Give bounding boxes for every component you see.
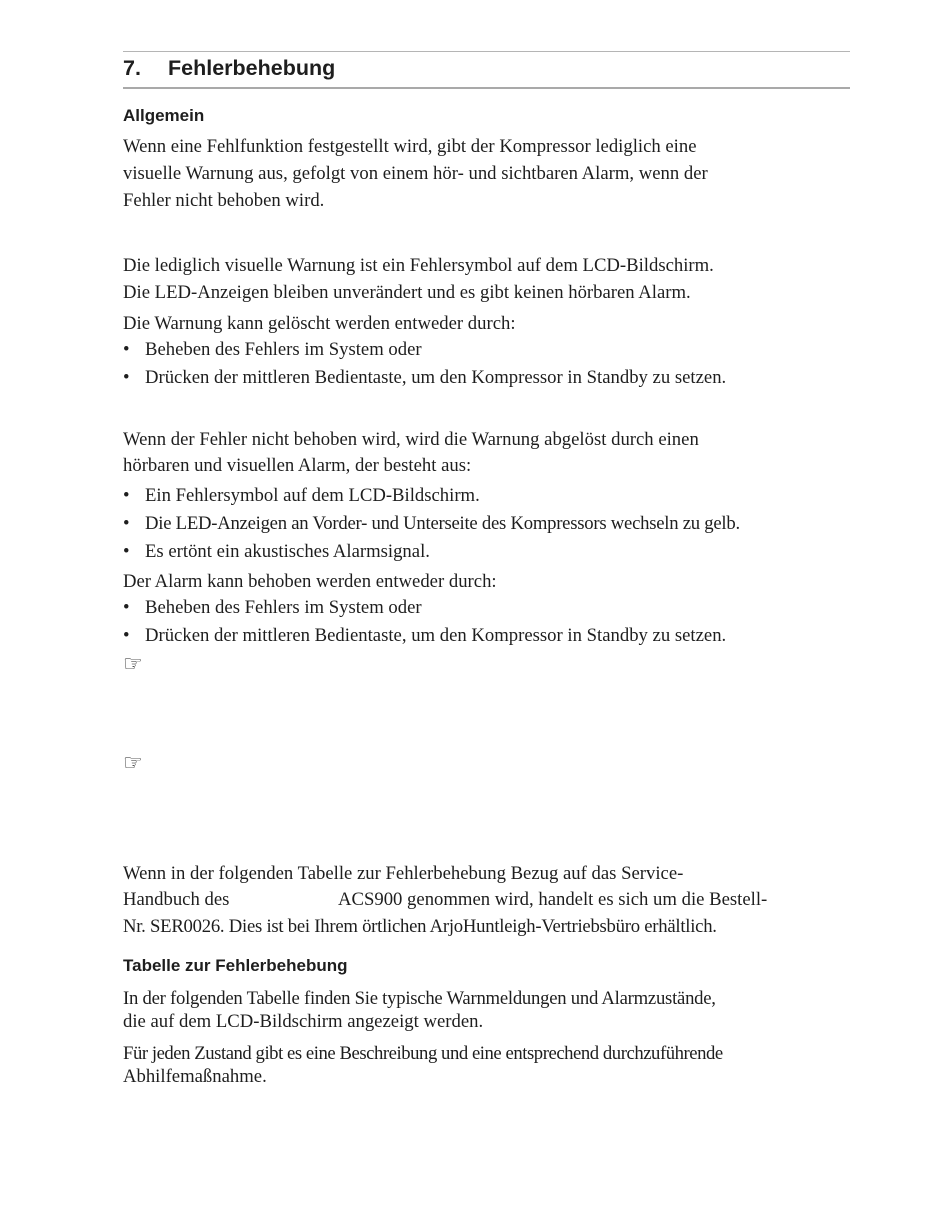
paragraph-line: Die lediglich visuelle Warnung ist ein Fehlersymbol auf dem LCD-Bildschirm.: [123, 255, 714, 276]
list-item-text: Es ertönt ein akustisches Alarmsignal.: [145, 541, 430, 562]
list-item: [123, 599, 422, 618]
list-item-text: Die LED-Anzeigen an Vorder- und Unterseite des Kompressors wechseln zu gelb.: [145, 513, 740, 534]
bullet-marker: •: [123, 541, 130, 562]
list-item: [123, 543, 430, 562]
list-item: [123, 369, 726, 388]
list-item: [123, 487, 480, 506]
header-rule-top: [123, 51, 850, 52]
paragraph-line: Fehler nicht behoben wird.: [123, 190, 325, 211]
bullet-marker: •: [123, 513, 130, 534]
list-item: [123, 341, 422, 360]
paragraph-line: ACS900 genommen wird, handelt es sich um die Bestell-: [338, 889, 768, 910]
bullet-marker: •: [123, 485, 130, 506]
bullet-marker: •: [123, 625, 130, 646]
list-item: [123, 627, 726, 646]
list-item-text: Ein Fehlersymbol auf dem LCD-Bildschirm.: [145, 485, 480, 506]
bullet-marker: •: [123, 367, 130, 388]
paragraph-line: die auf dem LCD-Bildschirm angezeigt werden.: [123, 1011, 484, 1032]
header-rule-bottom: [123, 87, 850, 89]
paragraph-line: Für jeden Zustand gibt es eine Beschreibung und eine entsprechend durchzuführende: [123, 1043, 723, 1064]
paragraph-line: Wenn in der folgenden Tabelle zur Fehlerbehebung Bezug auf das Service-: [123, 863, 684, 884]
section-title: Fehlerbehebung: [168, 56, 336, 80]
list-item-text: Drücken der mittleren Bedientaste, um den Kompressor in Standby zu setzen.: [145, 367, 727, 388]
paragraph-line: Der Alarm kann behoben werden entweder durch:: [123, 571, 497, 592]
paragraph-line: Abhilfemaßnahme.: [123, 1066, 267, 1087]
subheading-general: Allgemein: [123, 106, 205, 125]
paragraph-line: visuelle Warnung aus, gefolgt von einem hör- und sichtbaren Alarm, wenn der: [123, 163, 708, 184]
list-item-text: Drücken der mittleren Bedientaste, um den Kompressor in Standby zu setzen.: [145, 625, 727, 646]
subheading-troubleshooting-table: Tabelle zur Fehlerbehebung: [123, 956, 348, 975]
section-number: 7.: [123, 56, 141, 80]
bullet-marker: •: [123, 597, 130, 618]
paragraph-line: Die Warnung kann gelöscht werden entweder durch:: [123, 313, 516, 334]
pointing-hand-icon: ☞: [123, 652, 143, 677]
list-item: [123, 515, 740, 534]
paragraph-line: In der folgenden Tabelle finden Sie typische Warnmeldungen und Alarmzustände,: [123, 988, 716, 1009]
paragraph-line: Die LED-Anzeigen bleiben unverändert und es gibt keinen hörbaren Alarm.: [123, 282, 691, 303]
paragraph-line: Handbuch des: [123, 889, 230, 910]
list-item-text: Beheben des Fehlers im System oder: [145, 597, 422, 618]
pointing-hand-icon: ☞: [123, 751, 143, 776]
paragraph-line: Wenn eine Fehlfunktion festgestellt wird, gibt der Kompressor lediglich eine: [123, 136, 697, 157]
paragraph-line: hörbaren und visuellen Alarm, der besteht aus:: [123, 455, 472, 476]
paragraph-line: Nr. SER0026. Dies ist bei Ihrem örtlichen ArjoHuntleigh-Vertriebsbüro erhältlich.: [123, 916, 717, 937]
list-item-text: Beheben des Fehlers im System oder: [145, 339, 422, 360]
section-heading: [123, 56, 335, 81]
paragraph-line: Wenn der Fehler nicht behoben wird, wird die Warnung abgelöst durch einen: [123, 429, 699, 450]
bullet-marker: •: [123, 339, 130, 360]
